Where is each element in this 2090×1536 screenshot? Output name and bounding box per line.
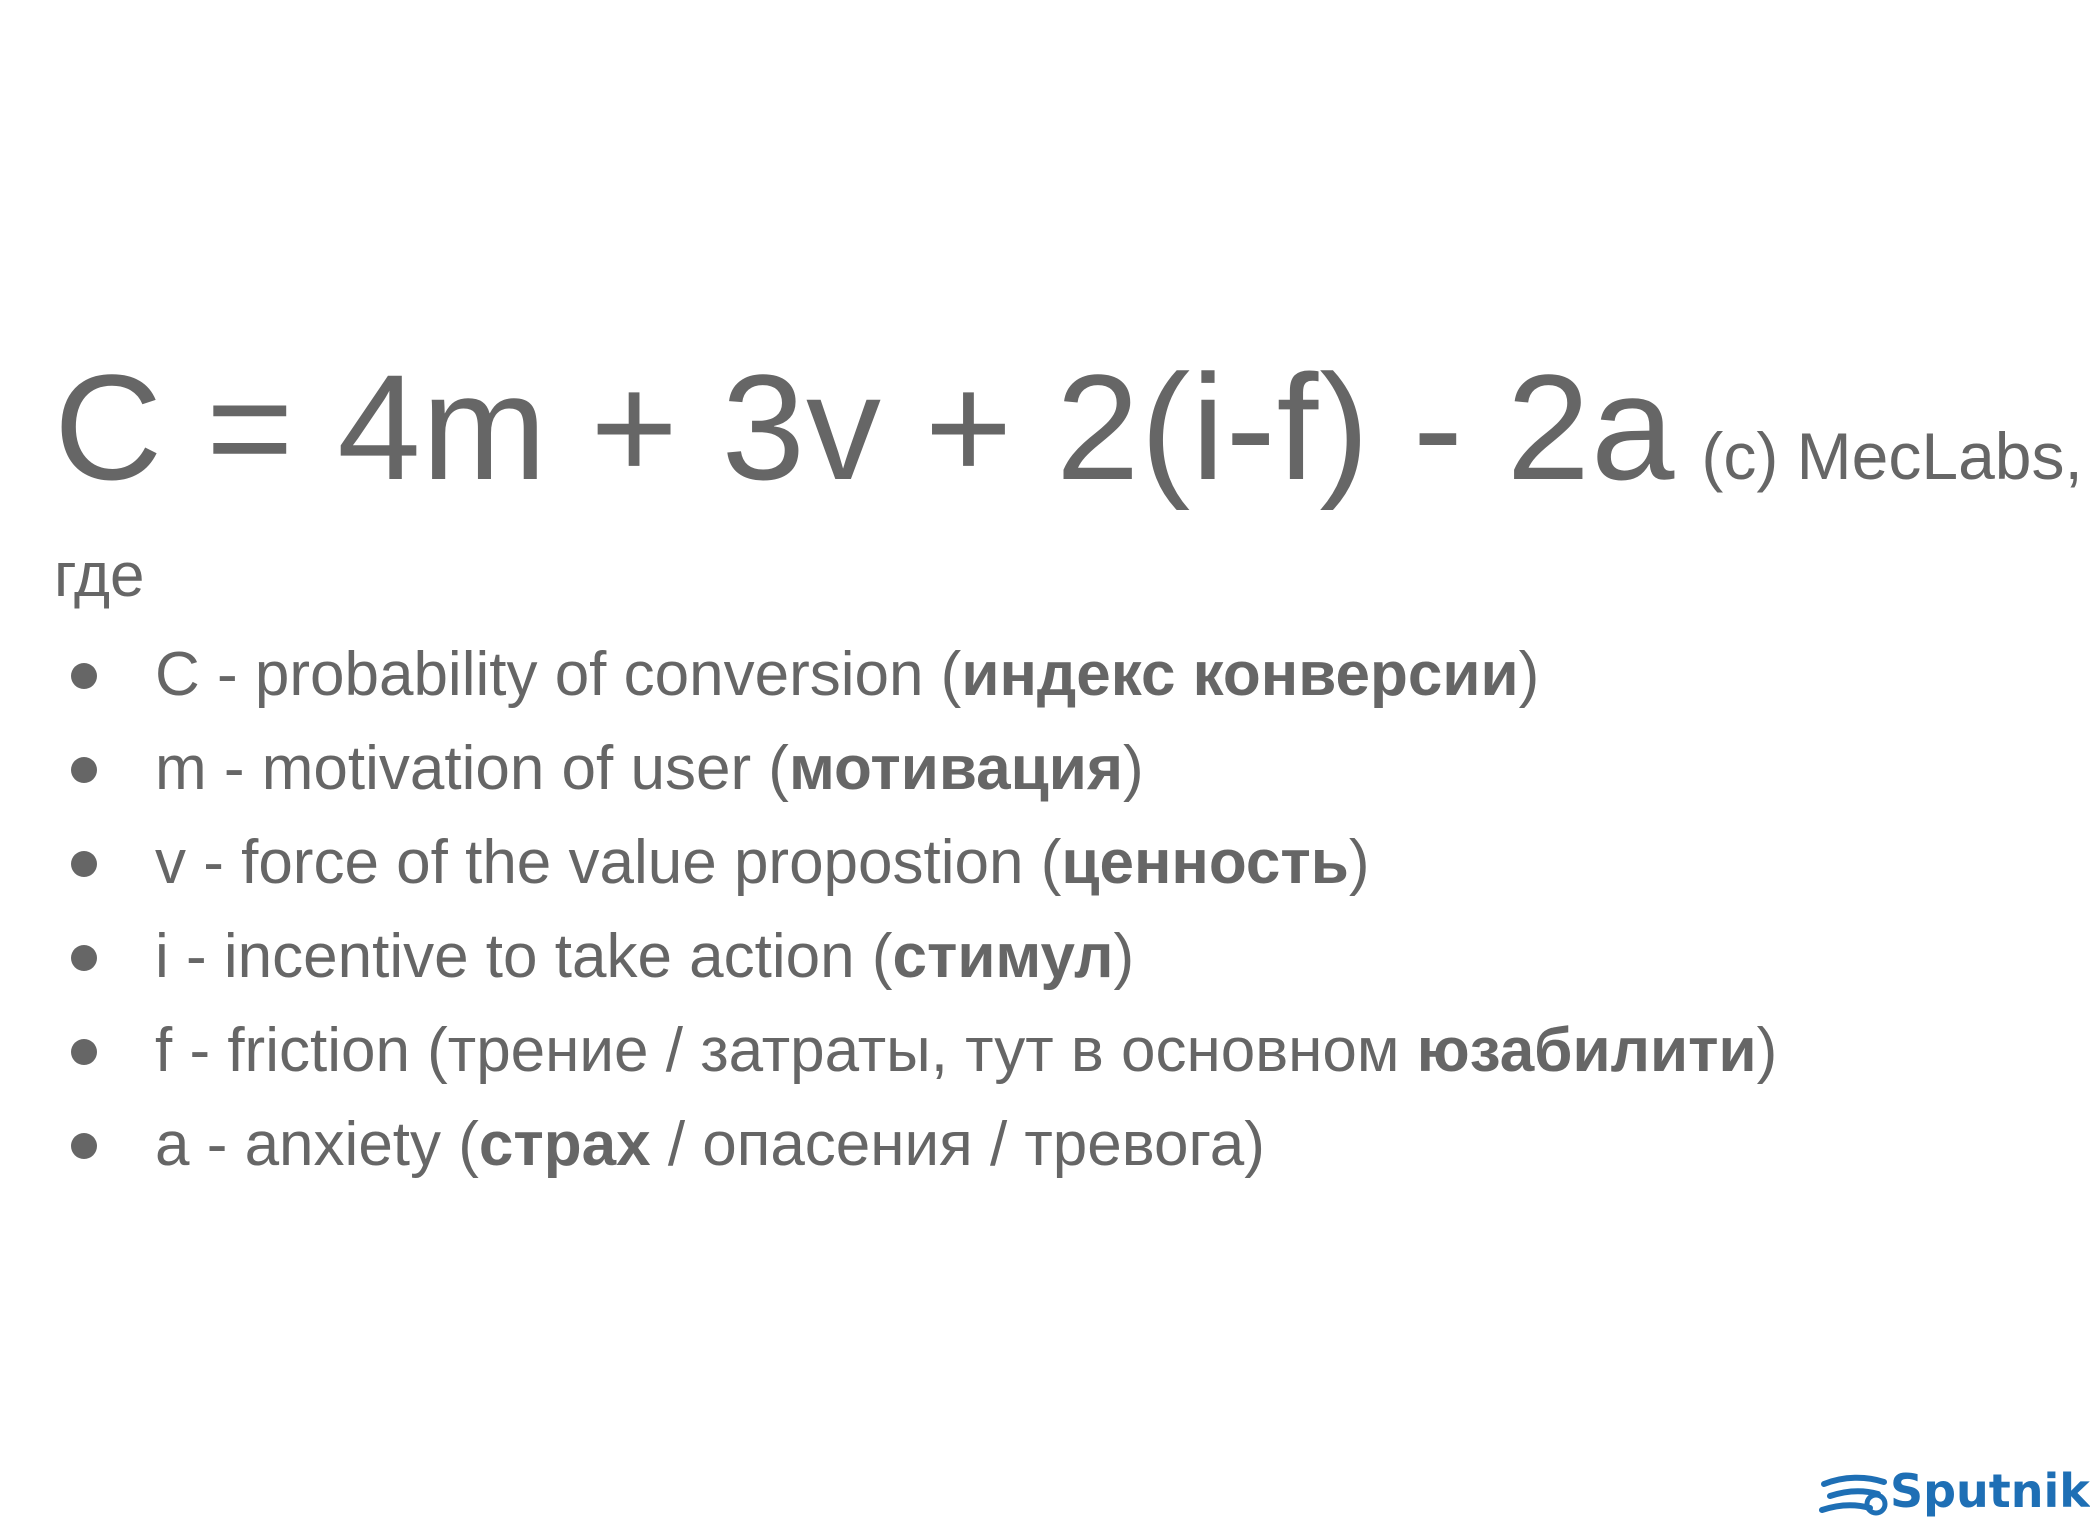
list-item-text: v - force of the value propostion (ценность) [155,828,1370,897]
list-item-text: a - anxiety (страх / опасения / тревога) [155,1110,1265,1179]
list-item-text: C - probability of conversion (индекс конверсии) [155,640,1540,709]
bullet-icon [71,945,97,971]
formula-credit: (c) MecLabs, [1701,419,2083,493]
list-item-text: i - incentive to take action (стимул) [155,922,1135,991]
sputnik-logo-icon [1820,1470,1888,1520]
bullet-icon [71,851,97,877]
bullet-icon [71,757,97,783]
conversion-formula: C = 4m + 3v + 2(i-f) - 2a [54,343,1676,511]
list-item-text: m - motivation of user (мотивация) [155,734,1144,803]
formula-line [54,343,2083,511]
bullet-icon [71,1133,97,1159]
logo-text: Sputnik [1890,1464,2090,1518]
where-label: где [54,541,145,610]
list-item-text: f - friction (трение / затраты, тут в основном юзабилити) [155,1016,1778,1085]
sputnik-logo [1820,1464,2090,1526]
bullet-icon [71,1039,97,1065]
bullet-icon [71,663,97,689]
